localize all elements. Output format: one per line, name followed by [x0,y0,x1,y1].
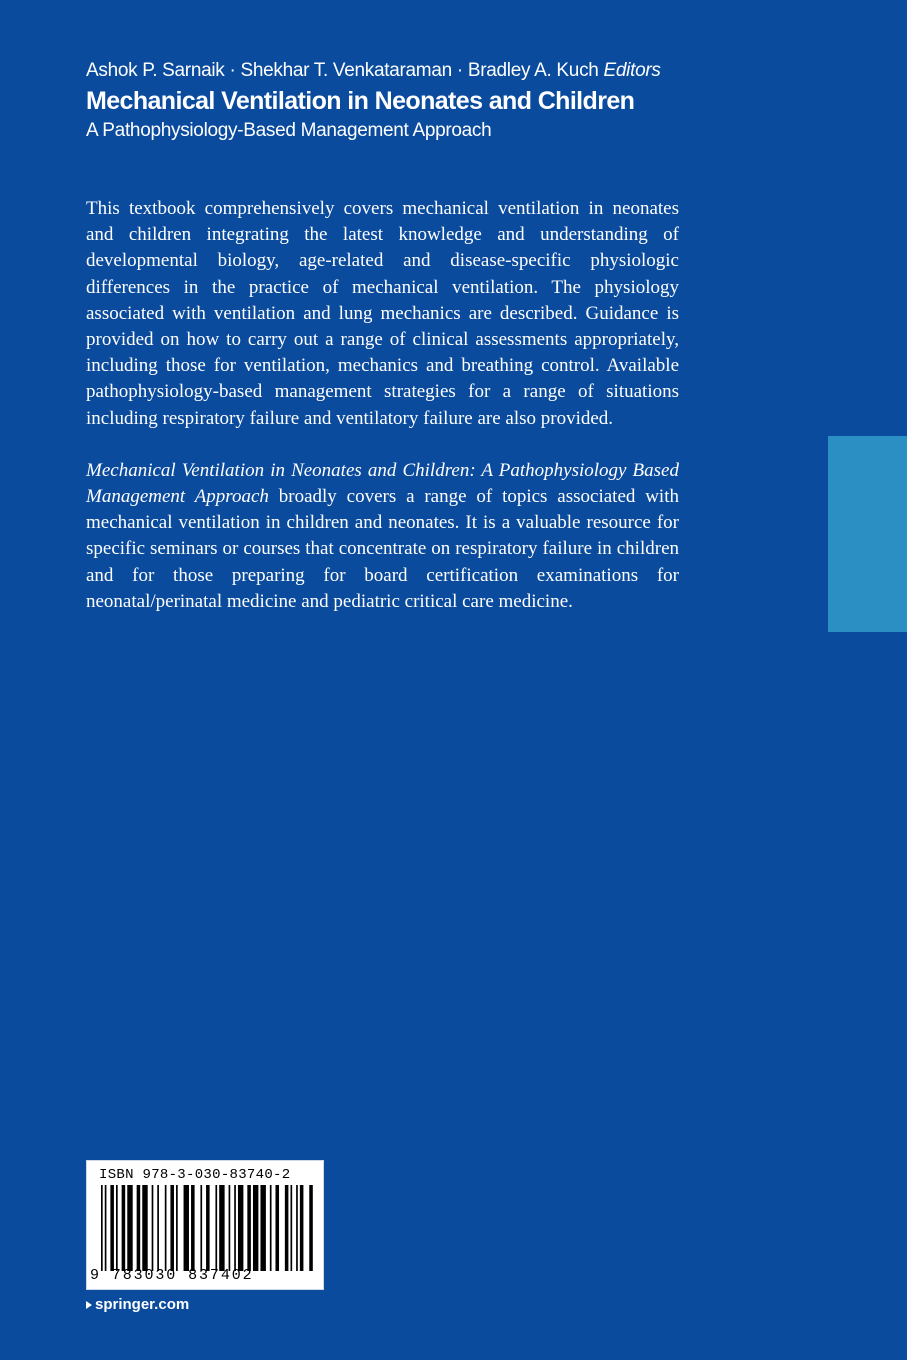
book-subtitle: A Pathophysiology-Based Management Approach [86,120,492,141]
book-title: Mechanical Ventilation in Neonates and Children [86,87,635,115]
arrow-right-icon [86,1301,92,1309]
editors-line [86,58,706,84]
description-italic-title: Mechanical Ventilation in Neonates and Children: A Pathophysiology Based Management Approach [86,459,679,508]
barcode-digits: 9 783030 837402 [90,1267,254,1284]
publisher-link[interactable] [86,1296,189,1313]
editors-names: Ashok P. Sarnaik · Shekhar T. Venkataraman · Bradley A. Kuch [86,60,599,81]
isbn-label: ISBN 978-3-030-83740-2 [99,1167,291,1183]
barcode-icon [101,1185,313,1271]
book-description [86,196,679,615]
editors-role: Editors [603,60,661,81]
isbn-barcode-box [86,1160,324,1290]
cover-header [86,58,706,144]
publisher-link-text[interactable]: springer.com [95,1296,190,1313]
description-paragraph-1: This textbook comprehensively covers mechanical ventilation in neonates and children integrating the latest knowledge and understanding of developmental biology, age-related and disease-specific physiologic differences in the practice of mechanical ventilation. The physiology associated with ventilation and lung mechanics are described. Guidance is provided on how to carry out a range of clinical assessments appropriately, including those for ventilation, mechanics and breathing control. Available pathophysiology-based management strategies for a range of situations including respiratory failure and ventilatory failure are also provided. [86,198,679,429]
description-paragraph-2-text: broadly covers a range of topics associated with mechanical ventilation in children and neonates. It is a valuable resource for specific seminars or courses that concentrate on respiratory failure in children and for those preparing for board certification examinations for neonatal/perinatal medicine and pediatric critical care medicine. [86,486,679,612]
description-paragraph-2 [86,458,679,615]
side-color-tab [828,436,907,632]
